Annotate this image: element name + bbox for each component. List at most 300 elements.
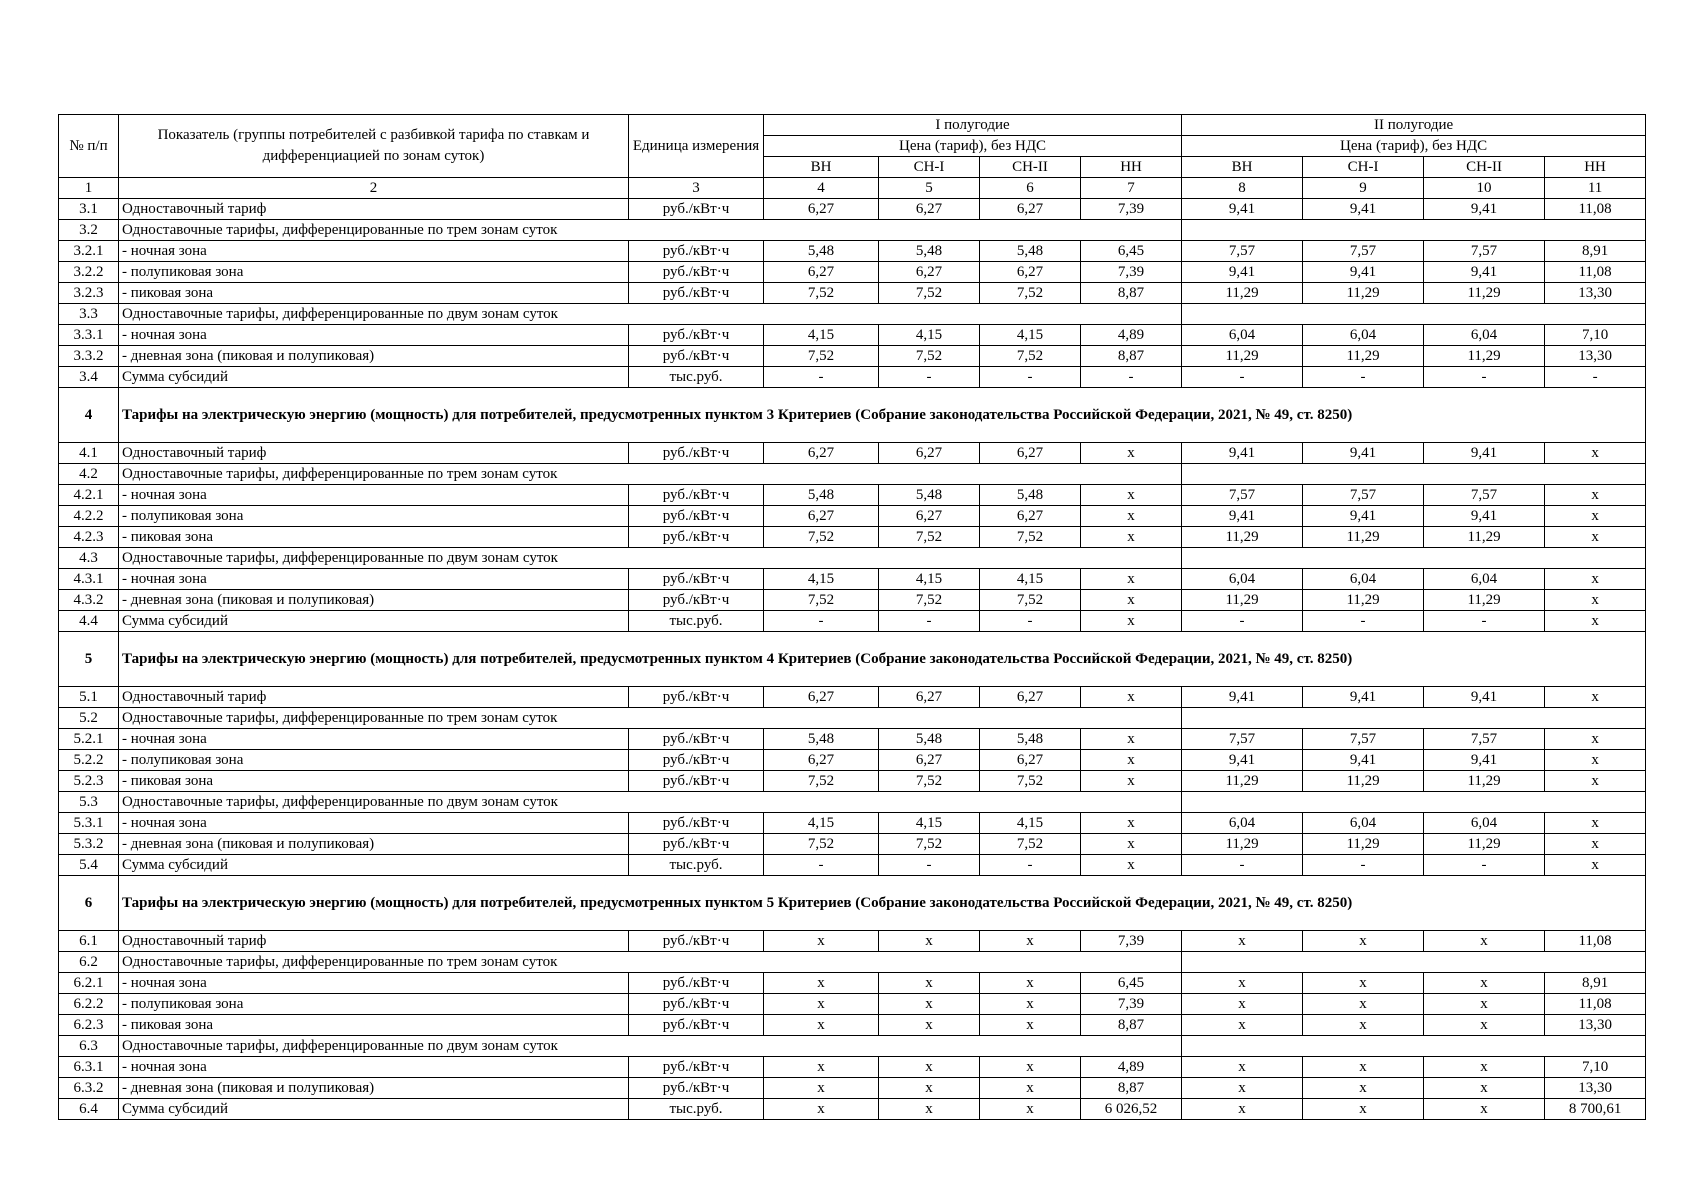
row-name: - пиковая зона xyxy=(119,283,629,304)
row-name: Сумма субсидий xyxy=(119,611,629,632)
row-value: х xyxy=(1081,569,1182,590)
table-row xyxy=(59,1099,1646,1120)
row-value: 6,27 xyxy=(879,750,980,771)
row-unit: руб./кВт·ч xyxy=(629,1015,764,1036)
row-value: 9,41 xyxy=(1182,262,1303,283)
row-value: 9,41 xyxy=(1424,750,1545,771)
row-value: 13,30 xyxy=(1545,1078,1646,1099)
row-value: - xyxy=(1424,855,1545,876)
row-name: - полупиковая зона xyxy=(119,750,629,771)
row-unit: руб./кВт·ч xyxy=(629,994,764,1015)
row-name: Одноставочные тарифы, дифференцированные по двум зонам суток xyxy=(119,548,1182,569)
row-num: 3.3.1 xyxy=(59,325,119,346)
row-value: х xyxy=(1424,973,1545,994)
header-price-1: Цена (тариф), без НДС xyxy=(764,136,1182,157)
row-name: - полупиковая зона xyxy=(119,262,629,283)
row-value: 9,41 xyxy=(1182,750,1303,771)
table-row xyxy=(59,199,1646,220)
row-value: 7,57 xyxy=(1424,241,1545,262)
row-unit: руб./кВт·ч xyxy=(629,1078,764,1099)
section-num: 6 xyxy=(59,876,119,931)
row-value: х xyxy=(1182,1015,1303,1036)
row-name: - пиковая зона xyxy=(119,771,629,792)
row-unit: руб./кВт·ч xyxy=(629,325,764,346)
row-num: 5.3.1 xyxy=(59,813,119,834)
row-empty xyxy=(1182,548,1646,569)
row-value: х xyxy=(1303,973,1424,994)
row-value: х xyxy=(1182,994,1303,1015)
row-value: 6,27 xyxy=(879,687,980,708)
row-value: 7,57 xyxy=(1182,485,1303,506)
row-num: 4.2.3 xyxy=(59,527,119,548)
row-value: х xyxy=(980,1078,1081,1099)
row-value: 7,52 xyxy=(764,527,879,548)
row-value: 6,27 xyxy=(980,262,1081,283)
row-name: - ночная зона xyxy=(119,325,629,346)
row-value: 9,41 xyxy=(1424,262,1545,283)
row-value: х xyxy=(1545,813,1646,834)
row-num: 4.2.1 xyxy=(59,485,119,506)
row-value: х xyxy=(1081,855,1182,876)
row-value: х xyxy=(1081,771,1182,792)
row-value: 11,29 xyxy=(1424,590,1545,611)
table-row xyxy=(59,1015,1646,1036)
row-num: 6.3.2 xyxy=(59,1078,119,1099)
row-value: 7,52 xyxy=(980,771,1081,792)
subheader-row xyxy=(59,708,1646,729)
header-level: СН-I xyxy=(879,157,980,178)
row-value: - xyxy=(1182,367,1303,388)
row-value: х xyxy=(980,1015,1081,1036)
row-name: Одноставочные тарифы, дифференцированные по трем зонам суток xyxy=(119,708,1182,729)
row-unit: руб./кВт·ч xyxy=(629,590,764,611)
row-unit: руб./кВт·ч xyxy=(629,199,764,220)
row-value: 6,27 xyxy=(980,443,1081,464)
row-value: 9,41 xyxy=(1303,506,1424,527)
row-value: х xyxy=(1303,1078,1424,1099)
row-num: 5.2.1 xyxy=(59,729,119,750)
row-name: - ночная зона xyxy=(119,569,629,590)
row-value: 6,04 xyxy=(1424,325,1545,346)
row-value: 6,27 xyxy=(764,506,879,527)
row-value: 4,15 xyxy=(980,569,1081,590)
row-value: 6,27 xyxy=(980,687,1081,708)
row-value: х xyxy=(879,1078,980,1099)
row-unit: руб./кВт·ч xyxy=(629,527,764,548)
section-title: Тарифы на электрическую энергию (мощность) для потребителей, предусмотренных пунктом 4 Критериев (Собрание законодательства Российской Федерации, 2021, № 49, ст. 8250) xyxy=(119,632,1646,687)
row-value: х xyxy=(980,931,1081,952)
table-row xyxy=(59,506,1646,527)
row-name: Сумма субсидий xyxy=(119,1099,629,1120)
row-value: х xyxy=(1545,750,1646,771)
table-row xyxy=(59,283,1646,304)
row-value: 11,29 xyxy=(1182,283,1303,304)
row-name: - пиковая зона xyxy=(119,1015,629,1036)
row-value: 11,29 xyxy=(1182,834,1303,855)
row-value: 6,27 xyxy=(879,262,980,283)
row-value: 7,39 xyxy=(1081,994,1182,1015)
row-value: - xyxy=(980,611,1081,632)
row-value: 11,29 xyxy=(1182,771,1303,792)
row-value: х xyxy=(1424,1015,1545,1036)
row-num: 5.2 xyxy=(59,708,119,729)
row-value: - xyxy=(1303,611,1424,632)
row-num: 6.3.1 xyxy=(59,1057,119,1078)
row-value: х xyxy=(1081,485,1182,506)
row-value: 11,29 xyxy=(1182,527,1303,548)
row-value: 9,41 xyxy=(1182,506,1303,527)
row-value: х xyxy=(1081,590,1182,611)
row-value: 7,52 xyxy=(764,283,879,304)
row-value: 6,27 xyxy=(879,443,980,464)
row-value: 5,48 xyxy=(879,729,980,750)
row-num: 5.3 xyxy=(59,792,119,813)
row-num: 6.3 xyxy=(59,1036,119,1057)
row-value: 8,91 xyxy=(1545,241,1646,262)
row-value: 5,48 xyxy=(764,729,879,750)
section-num: 4 xyxy=(59,388,119,443)
row-value: 11,29 xyxy=(1424,527,1545,548)
row-value: х xyxy=(1182,1078,1303,1099)
table-row xyxy=(59,729,1646,750)
header-indicator: Показатель (группы потребителей с разбивкой тарифа по ставкам и дифференциацией по зонам суток) xyxy=(119,115,629,178)
row-value: х xyxy=(764,973,879,994)
row-unit: руб./кВт·ч xyxy=(629,241,764,262)
row-value: 7,57 xyxy=(1182,729,1303,750)
row-value: х xyxy=(764,931,879,952)
row-value: - xyxy=(1424,367,1545,388)
row-value: - xyxy=(1424,611,1545,632)
row-value: 6,04 xyxy=(1182,813,1303,834)
row-value: х xyxy=(1545,687,1646,708)
row-unit: руб./кВт·ч xyxy=(629,931,764,952)
row-value: 9,41 xyxy=(1303,750,1424,771)
row-value: 5,48 xyxy=(980,241,1081,262)
row-value: х xyxy=(1545,443,1646,464)
row-num: 5.1 xyxy=(59,687,119,708)
row-value: 6,27 xyxy=(879,506,980,527)
row-num: 6.4 xyxy=(59,1099,119,1120)
row-value: 7,52 xyxy=(879,283,980,304)
row-value: 6,27 xyxy=(764,687,879,708)
table-row xyxy=(59,973,1646,994)
row-value: 7,52 xyxy=(879,771,980,792)
header-colnum: 10 xyxy=(1424,178,1545,199)
row-value: х xyxy=(1303,931,1424,952)
row-value: 6,27 xyxy=(764,199,879,220)
row-name: Одноставочные тарифы, дифференцированные по трем зонам суток xyxy=(119,952,1182,973)
row-value: 7,57 xyxy=(1424,729,1545,750)
table-row xyxy=(59,1057,1646,1078)
header-colnum: 1 xyxy=(59,178,119,199)
row-name: - ночная зона xyxy=(119,973,629,994)
row-value: 7,39 xyxy=(1081,262,1182,283)
row-value: - xyxy=(1303,367,1424,388)
row-num: 3.3.2 xyxy=(59,346,119,367)
row-value: 5,48 xyxy=(879,241,980,262)
row-value: 6,04 xyxy=(1424,569,1545,590)
row-value: 8,87 xyxy=(1081,1015,1182,1036)
header-colnum: 3 xyxy=(629,178,764,199)
row-name: - ночная зона xyxy=(119,729,629,750)
row-value: 11,29 xyxy=(1424,283,1545,304)
row-value: 11,29 xyxy=(1303,527,1424,548)
row-unit: руб./кВт·ч xyxy=(629,729,764,750)
row-value: 9,41 xyxy=(1424,506,1545,527)
row-value: 8,87 xyxy=(1081,283,1182,304)
row-value: 6,45 xyxy=(1081,241,1182,262)
row-value: х xyxy=(980,994,1081,1015)
row-value: 7,52 xyxy=(764,771,879,792)
row-value: х xyxy=(1424,1057,1545,1078)
row-name: - дневная зона (пиковая и полупиковая) xyxy=(119,1078,629,1099)
row-value: х xyxy=(1081,443,1182,464)
row-value: х xyxy=(1424,994,1545,1015)
row-num: 6.2 xyxy=(59,952,119,973)
row-value: 6,04 xyxy=(1424,813,1545,834)
row-value: х xyxy=(764,1078,879,1099)
row-value: х xyxy=(1545,506,1646,527)
subheader-row xyxy=(59,952,1646,973)
row-value: 7,57 xyxy=(1424,485,1545,506)
row-unit: руб./кВт·ч xyxy=(629,750,764,771)
row-value: 11,08 xyxy=(1545,931,1646,952)
row-value: 7,57 xyxy=(1303,241,1424,262)
row-unit: руб./кВт·ч xyxy=(629,834,764,855)
row-value: 4,15 xyxy=(764,569,879,590)
row-value: 9,41 xyxy=(1182,443,1303,464)
row-value: х xyxy=(1545,771,1646,792)
row-value: 11,08 xyxy=(1545,199,1646,220)
row-empty xyxy=(1182,220,1646,241)
header-colnum: 11 xyxy=(1545,178,1646,199)
row-num: 4.3 xyxy=(59,548,119,569)
row-value: 11,29 xyxy=(1182,346,1303,367)
row-value: 7,52 xyxy=(764,590,879,611)
row-num: 5.2.3 xyxy=(59,771,119,792)
row-value: 7,52 xyxy=(879,527,980,548)
row-value: 11,29 xyxy=(1303,283,1424,304)
row-value: х xyxy=(1081,729,1182,750)
row-value: 4,15 xyxy=(980,325,1081,346)
section-title: Тарифы на электрическую энергию (мощность) для потребителей, предусмотренных пунктом 5 Критериев (Собрание законодательства Российской Федерации, 2021, № 49, ст. 8250) xyxy=(119,876,1646,931)
header-colnum: 9 xyxy=(1303,178,1424,199)
row-num: 4.2.2 xyxy=(59,506,119,527)
row-value: 11,29 xyxy=(1303,346,1424,367)
row-name: Сумма субсидий xyxy=(119,855,629,876)
row-value: х xyxy=(1303,1015,1424,1036)
row-value: х xyxy=(879,1057,980,1078)
row-value: х xyxy=(879,931,980,952)
row-value: х xyxy=(1545,855,1646,876)
row-empty xyxy=(1182,304,1646,325)
row-value: х xyxy=(1303,1099,1424,1120)
row-num: 6.2.1 xyxy=(59,973,119,994)
section-title: Тарифы на электрическую энергию (мощность) для потребителей, предусмотренных пунктом 3 Критериев (Собрание законодательства Российской Федерации, 2021, № 49, ст. 8250) xyxy=(119,388,1646,443)
row-value: х xyxy=(1081,750,1182,771)
table-row xyxy=(59,367,1646,388)
row-unit: руб./кВт·ч xyxy=(629,771,764,792)
row-value: 6,04 xyxy=(1182,325,1303,346)
row-value: - xyxy=(980,367,1081,388)
row-name: - ночная зона xyxy=(119,485,629,506)
row-num: 3.1 xyxy=(59,199,119,220)
row-num: 6.2.2 xyxy=(59,994,119,1015)
row-value: 6,04 xyxy=(1303,813,1424,834)
row-unit: тыс.руб. xyxy=(629,611,764,632)
row-name: Одноставочный тариф xyxy=(119,199,629,220)
table-header xyxy=(59,115,1646,199)
table-row xyxy=(59,262,1646,283)
row-value: 13,30 xyxy=(1545,1015,1646,1036)
row-value: 8 700,61 xyxy=(1545,1099,1646,1120)
table-row xyxy=(59,771,1646,792)
row-value: х xyxy=(1081,506,1182,527)
row-value: 6,04 xyxy=(1303,569,1424,590)
header-colnum: 4 xyxy=(764,178,879,199)
row-value: 8,87 xyxy=(1081,1078,1182,1099)
row-value: х xyxy=(1424,1078,1545,1099)
header-level: ВН xyxy=(1182,157,1303,178)
row-value: 8,91 xyxy=(1545,973,1646,994)
row-value: - xyxy=(879,367,980,388)
header-level: СН-II xyxy=(980,157,1081,178)
row-value: 4,15 xyxy=(879,569,980,590)
row-value: 11,29 xyxy=(1182,590,1303,611)
row-name: - ночная зона xyxy=(119,241,629,262)
row-value: х xyxy=(1545,729,1646,750)
section-row xyxy=(59,632,1646,687)
row-value: 11,29 xyxy=(1424,346,1545,367)
row-value: - xyxy=(879,855,980,876)
row-name: Одноставочные тарифы, дифференцированные по двум зонам суток xyxy=(119,304,1182,325)
row-value: 4,15 xyxy=(879,325,980,346)
row-num: 3.2.2 xyxy=(59,262,119,283)
row-num: 4.2 xyxy=(59,464,119,485)
row-name: - дневная зона (пиковая и полупиковая) xyxy=(119,834,629,855)
row-value: 7,10 xyxy=(1545,1057,1646,1078)
row-value: - xyxy=(1182,855,1303,876)
row-value: 7,57 xyxy=(1182,241,1303,262)
row-value: 9,41 xyxy=(1182,199,1303,220)
row-value: х xyxy=(1081,687,1182,708)
row-value: х xyxy=(879,973,980,994)
table-row xyxy=(59,241,1646,262)
row-value: 6,27 xyxy=(980,506,1081,527)
header-level: ВН xyxy=(764,157,879,178)
row-name: - полупиковая зона xyxy=(119,506,629,527)
row-value: х xyxy=(980,973,1081,994)
subheader-row xyxy=(59,304,1646,325)
row-value: 9,41 xyxy=(1303,262,1424,283)
row-value: 7,52 xyxy=(980,283,1081,304)
row-value: 5,48 xyxy=(980,485,1081,506)
section-row xyxy=(59,388,1646,443)
row-num: 4.4 xyxy=(59,611,119,632)
row-value: х xyxy=(1081,813,1182,834)
table-row xyxy=(59,443,1646,464)
header-colnum: 8 xyxy=(1182,178,1303,199)
row-value: х xyxy=(879,994,980,1015)
row-value: 7,52 xyxy=(764,834,879,855)
row-value: 7,52 xyxy=(980,834,1081,855)
row-num: 3.2 xyxy=(59,220,119,241)
row-value: х xyxy=(980,1057,1081,1078)
row-value: х xyxy=(1081,527,1182,548)
header-colnums-row xyxy=(59,178,1646,199)
row-value: 6,27 xyxy=(764,750,879,771)
row-empty xyxy=(1182,464,1646,485)
row-value: 6,27 xyxy=(980,199,1081,220)
row-name: Одноставочный тариф xyxy=(119,443,629,464)
row-value: х xyxy=(1303,994,1424,1015)
row-value: х xyxy=(1545,527,1646,548)
row-value: 4,15 xyxy=(764,325,879,346)
subheader-row xyxy=(59,548,1646,569)
table-row xyxy=(59,750,1646,771)
row-value: 4,89 xyxy=(1081,325,1182,346)
row-num: 4.3.2 xyxy=(59,590,119,611)
header-num: № п/п xyxy=(59,115,119,178)
header-half-2: II полугодие xyxy=(1182,115,1646,136)
row-value: х xyxy=(1545,611,1646,632)
row-name: - дневная зона (пиковая и полупиковая) xyxy=(119,346,629,367)
subheader-row xyxy=(59,464,1646,485)
table-row xyxy=(59,687,1646,708)
header-level: НН xyxy=(1081,157,1182,178)
row-value: 9,41 xyxy=(1303,443,1424,464)
row-empty xyxy=(1182,1036,1646,1057)
header-level: СН-II xyxy=(1424,157,1545,178)
table-row xyxy=(59,325,1646,346)
row-value: 11,29 xyxy=(1424,771,1545,792)
row-value: х xyxy=(1545,590,1646,611)
row-value: - xyxy=(764,855,879,876)
row-value: 13,30 xyxy=(1545,283,1646,304)
row-value: х xyxy=(764,1099,879,1120)
row-name: - полупиковая зона xyxy=(119,994,629,1015)
row-value: - xyxy=(1081,367,1182,388)
row-value: х xyxy=(1545,569,1646,590)
table-row xyxy=(59,1078,1646,1099)
row-value: 7,52 xyxy=(980,527,1081,548)
row-value: 7,57 xyxy=(1303,485,1424,506)
row-value: - xyxy=(879,611,980,632)
row-num: 3.3 xyxy=(59,304,119,325)
section-row xyxy=(59,876,1646,931)
row-num: 6.1 xyxy=(59,931,119,952)
row-value: 6,27 xyxy=(764,443,879,464)
row-value: 7,52 xyxy=(879,346,980,367)
row-value: х xyxy=(1182,931,1303,952)
row-unit: тыс.руб. xyxy=(629,855,764,876)
row-value: 9,41 xyxy=(1303,687,1424,708)
row-value: х xyxy=(980,1099,1081,1120)
row-value: 7,39 xyxy=(1081,931,1182,952)
table-row xyxy=(59,485,1646,506)
row-unit: тыс.руб. xyxy=(629,1099,764,1120)
row-value: 7,10 xyxy=(1545,325,1646,346)
row-name: - пиковая зона xyxy=(119,527,629,548)
row-unit: руб./кВт·ч xyxy=(629,262,764,283)
row-value: 7,39 xyxy=(1081,199,1182,220)
row-unit: руб./кВт·ч xyxy=(629,569,764,590)
row-value: 11,29 xyxy=(1303,771,1424,792)
row-value: 6 026,52 xyxy=(1081,1099,1182,1120)
row-name: Одноставочный тариф xyxy=(119,931,629,952)
row-unit: руб./кВт·ч xyxy=(629,1057,764,1078)
row-value: 4,15 xyxy=(879,813,980,834)
